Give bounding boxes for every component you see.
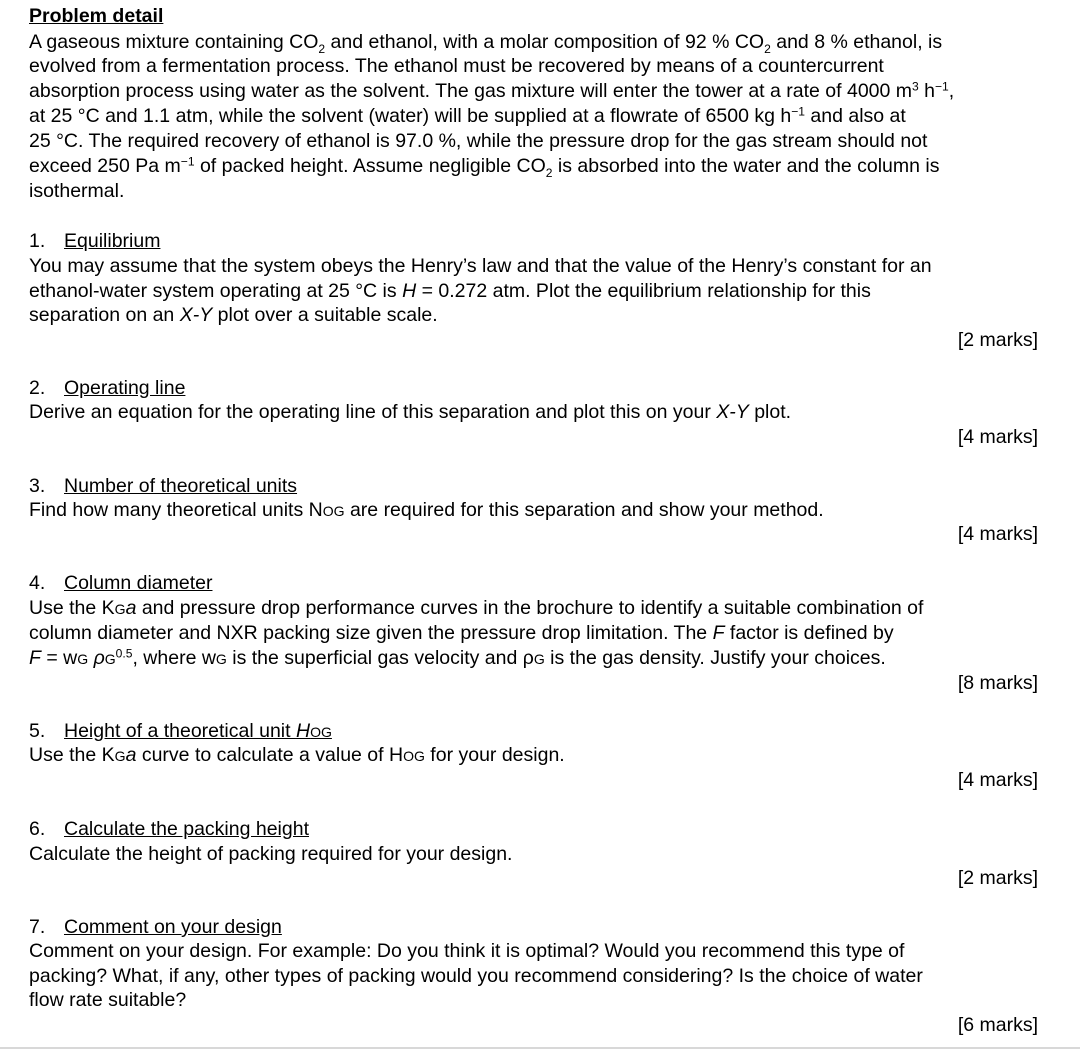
intro-line-6: exceed 250 Pa $m^{-1}$ of packed height. Assume negligible $CO_2$ is absorbed into the water and the column is — [29, 154, 940, 180]
section-7-line-2: packing? What, if any, other types of packing would you recommend considering? Is the choice of water — [29, 965, 923, 987]
section-6-line-1: Calculate the height of packing required for your design. — [29, 843, 513, 865]
section-4-line-1: Use the KGa and pressure drop performance curves in the brochure to identify a suitable combination of — [29, 597, 924, 619]
section-3-heading: 3. Number of theoretical units — [29, 475, 298, 497]
intro-line-3: absorption process using water as the solvent. The gas mixture will enter the tower at a rate of 4000 $m^3$ $h^{-1}$, — [29, 79, 955, 102]
section-2-marks: [4 marks] — [957, 426, 1038, 448]
section-2-line-1: Derive an equation for the operating line of this separation and plot this on your X-Y plot. — [29, 401, 792, 423]
section-7-heading: 7. Comment on your design — [29, 916, 282, 938]
page-bottom-divider — [0, 1047, 1080, 1049]
section-1-heading: 1. Equilibrium — [29, 230, 161, 252]
intro-line-2: evolved from a fermentation process. The ethanol must be recovered by means of a countercurrent — [29, 55, 884, 77]
section-5-heading: 5. Height of a theoretical unit HOG — [29, 720, 332, 742]
section-4-marks: [8 marks] — [957, 672, 1038, 694]
section-3-line-1: Find how many theoretical units NOG are required for this separation and show your method. — [29, 499, 824, 521]
section-7-line-3: flow rate suitable? — [29, 989, 187, 1011]
section-4-heading: 4. Column diameter — [29, 572, 213, 594]
section-3-marks: [4 marks] — [957, 523, 1038, 545]
section-7-marks: [6 marks] — [957, 1014, 1038, 1036]
intro-line-4: at 25 °C and 1.1 atm, while the solvent (water) will be supplied at a flowrate of 6500 kg $h^{-1}$ and also at — [29, 104, 906, 127]
section-1-line-2: ethanol-water system operating at 25 °C is H = 0.272 atm. Plot the equilibrium relationship for this — [29, 280, 871, 302]
section-2-heading: 2. Operating line — [29, 377, 186, 399]
section-1-marks: [2 marks] — [957, 329, 1038, 351]
intro-line-7: isothermal. — [29, 180, 125, 202]
section-5-marks: [4 marks] — [957, 769, 1038, 791]
section-4-line-2: column diameter and NXR packing size given the pressure drop limitation. The F factor is defined by — [29, 622, 894, 644]
section-5-line-1: Use the KGa curve to calculate a value of HOG for your design. — [29, 744, 565, 766]
section-1-line-1: You may assume that the system obeys the Henry’s law and that the value of the Henry’s constant for an — [29, 255, 932, 277]
intro-line-5: 25 °C. The required recovery of ethanol is 97.0 %, while the pressure drop for the gas stream should not — [29, 130, 928, 152]
section-1-line-3: separation on an X-Y plot over a suitable scale. — [29, 304, 438, 326]
section-7-line-1: Comment on your design. For example: Do you think it is optimal? Would you recommend this type of — [29, 940, 905, 962]
intro-line-1: A gaseous mixture containing $CO_2$ and ethanol, with a molar composition of 92 % $CO_2$ and 8 % ethanol, is — [29, 31, 943, 56]
section-6-heading: 6. Calculate the packing height — [29, 818, 309, 840]
section-6-marks: [2 marks] — [957, 867, 1038, 889]
page-title: Problem detail — [29, 5, 164, 27]
section-4-line-3: F = wG $\rho G^{0.5}$, where wG is the superficial gas velocity and ρG is the gas density. Justify your choices. — [29, 646, 886, 669]
